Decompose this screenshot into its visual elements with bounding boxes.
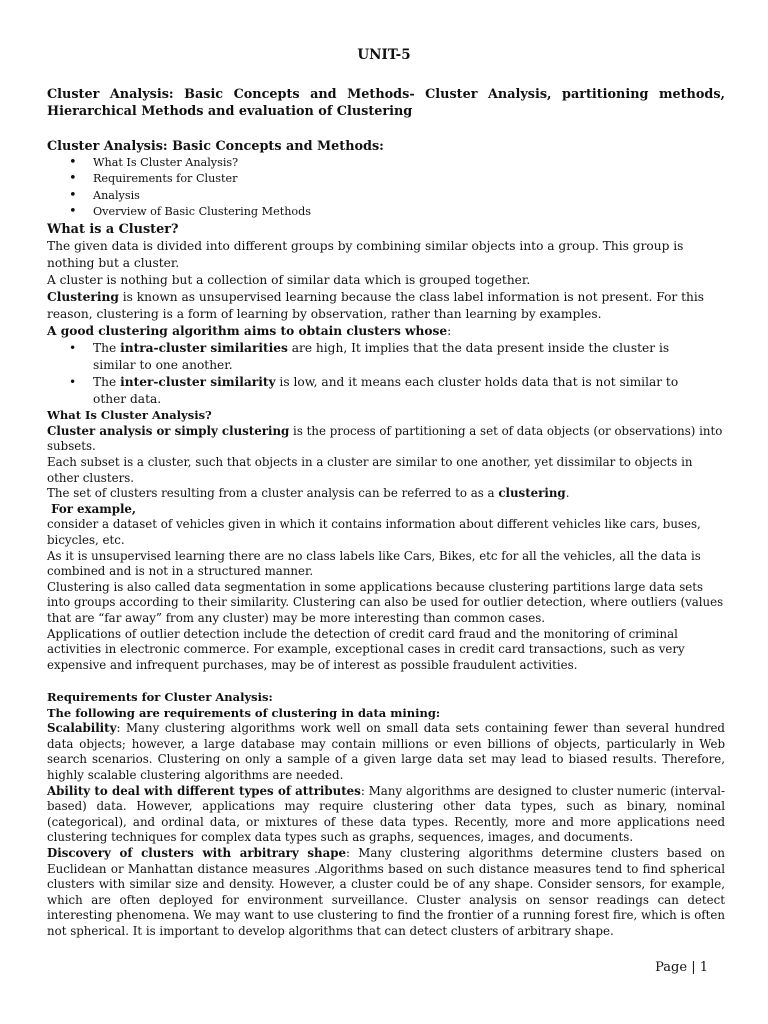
text: The (93, 375, 121, 390)
toc-item: • What Is Cluster Analysis? (47, 155, 725, 171)
section-basic-concepts (47, 138, 725, 673)
toc-item: • Analysis (47, 188, 725, 204)
bullet-item (47, 340, 687, 374)
paragraph (47, 289, 725, 323)
bold-term: Cluster analysis or simply clustering (47, 423, 290, 438)
text: are high, It implies that the data present inside the cluster is similar to one another. (93, 341, 670, 373)
bold-term: Discovery of clusters with arbitrary shape (47, 845, 347, 860)
requirement-item (47, 721, 725, 783)
main-heading: Cluster Analysis: Basic Concepts and Methods- Cluster Analysis, partitioning methods, Hierarchical Methods and evaluation of Clustering (47, 87, 725, 119)
text: is known as unsupervised learning because the class label information is not present. For this reason, clustering is a form of learning by observation, rather than learning by examples. (47, 290, 705, 322)
paragraph: Clustering is also called data segmentation in some applications because clustering partitions large data sets into groups according to their similarity. Clustering can also be used for outlier detection, where outliers (values that are “far away” from any cluster) may be more interesting than common cases. (47, 579, 724, 625)
text: . (565, 486, 570, 501)
section-requirements (47, 690, 725, 940)
bullet-list (47, 340, 687, 408)
paragraph (47, 486, 725, 502)
paragraph: A cluster is nothing but a collection of similar data which is grouped together. (47, 273, 531, 288)
page-number: Page | 1 (655, 960, 708, 975)
text: : Many clustering algorithms work well on small data sets containing fewer than several hundred data objects; however, a large database may contain millions or even billions of objects, particularly in Web search scenarios. Clustering on only a sample of a given large data set may lead to biased results. Therefore, highly scalable clustering algorithms are needed. (47, 721, 725, 782)
text: : Many clustering algorithms determine clusters based on Euclidean or Manhattan distance measures .Algorithms based on such distance measures tend to find spherical clusters with similar size and density. However, a cluster could be of any shape. Consider sensors, for example, which are often deployed for environment surveillance. Cluster analysis on sensor readings can detect interesting phenomena. We may want to use clustering to find the frontier of a running forest fire, which is often not spherical. It is important to develop algorithms that can detect clusters of arbitrary shape. (47, 845, 725, 938)
text: : Many algorithms are designed to cluster numeric (interval-based) data. However, applications may require clustering other data types, such as binary, nominal (categorical), and ordinal data, or mixtures of these data types. Recently, more and more applications need clustering techniques for complex data types such as graphs, sequences, images, and documents. (47, 783, 725, 845)
bold-term: intra-cluster similarities (120, 341, 288, 356)
paragraph (47, 424, 725, 455)
text: The (93, 341, 121, 356)
requirement-item (47, 784, 725, 846)
bold-term: A good clustering algorithm aims to obtain clusters whose (47, 324, 448, 339)
paragraph: As it is unsupervised learning there are no class labels like Cars, Bikes, etc for all the vehicles, all the data is combined and is not in a structured manner. (47, 548, 701, 579)
requirements-subheading: The following are requirements of clustering in data mining: (47, 705, 441, 720)
toc-list (47, 155, 725, 220)
paragraph: Each subset is a cluster, such that objects in a cluster are similar to one another, yet dissimilar to objects in other clusters. (47, 454, 693, 485)
text: is the process of partitioning a set of data objects (or observations) into subsets. (47, 423, 723, 454)
toc-item: • Overview of Basic Clustering Methods (47, 204, 725, 220)
bold-term: clustering (498, 486, 566, 501)
bold-term: Clustering (47, 290, 119, 305)
bold-term: inter-cluster similarity (120, 375, 276, 390)
text: is low, and it means each cluster holds data that is not similar to other data. (93, 375, 679, 407)
example-label: For example, (47, 501, 137, 516)
paragraph: Applications of outlier detection include the detection of credit card fraud and the monitoring of criminal activities in electronic commerce. For example, exceptional cases in credit card transactions, such as very expensive and infrequent purchases, may be of interest as possible fraudulent activities. (47, 626, 685, 672)
what-is-cluster-heading: What is a Cluster? (47, 222, 179, 238)
text: The set of clusters resulting from a cluster analysis can be referred to as a (47, 486, 499, 501)
paragraph: The given data is divided into different groups by combining similar objects into a group. This group is nothing but a cluster. (47, 239, 684, 271)
unit-title: UNIT-5 (357, 47, 411, 63)
paragraph (47, 323, 725, 340)
section-title: Cluster Analysis: Basic Concepts and Methods: (47, 139, 384, 154)
bold-term: Ability to deal with different types of attributes (47, 783, 361, 798)
bold-term: Scalability (47, 721, 117, 736)
requirements-heading: Requirements for Cluster Analysis: (47, 690, 273, 704)
bullet-item (47, 374, 687, 408)
what-is-analysis-heading: What Is Cluster Analysis? (47, 408, 212, 423)
paragraph: consider a dataset of vehicles given in which it contains information about different vehicles like cars, buses, bicycles, etc. (47, 517, 701, 547)
requirement-item (47, 846, 725, 940)
toc-item: • Requirements for Cluster (47, 171, 725, 187)
text: : (447, 324, 452, 339)
